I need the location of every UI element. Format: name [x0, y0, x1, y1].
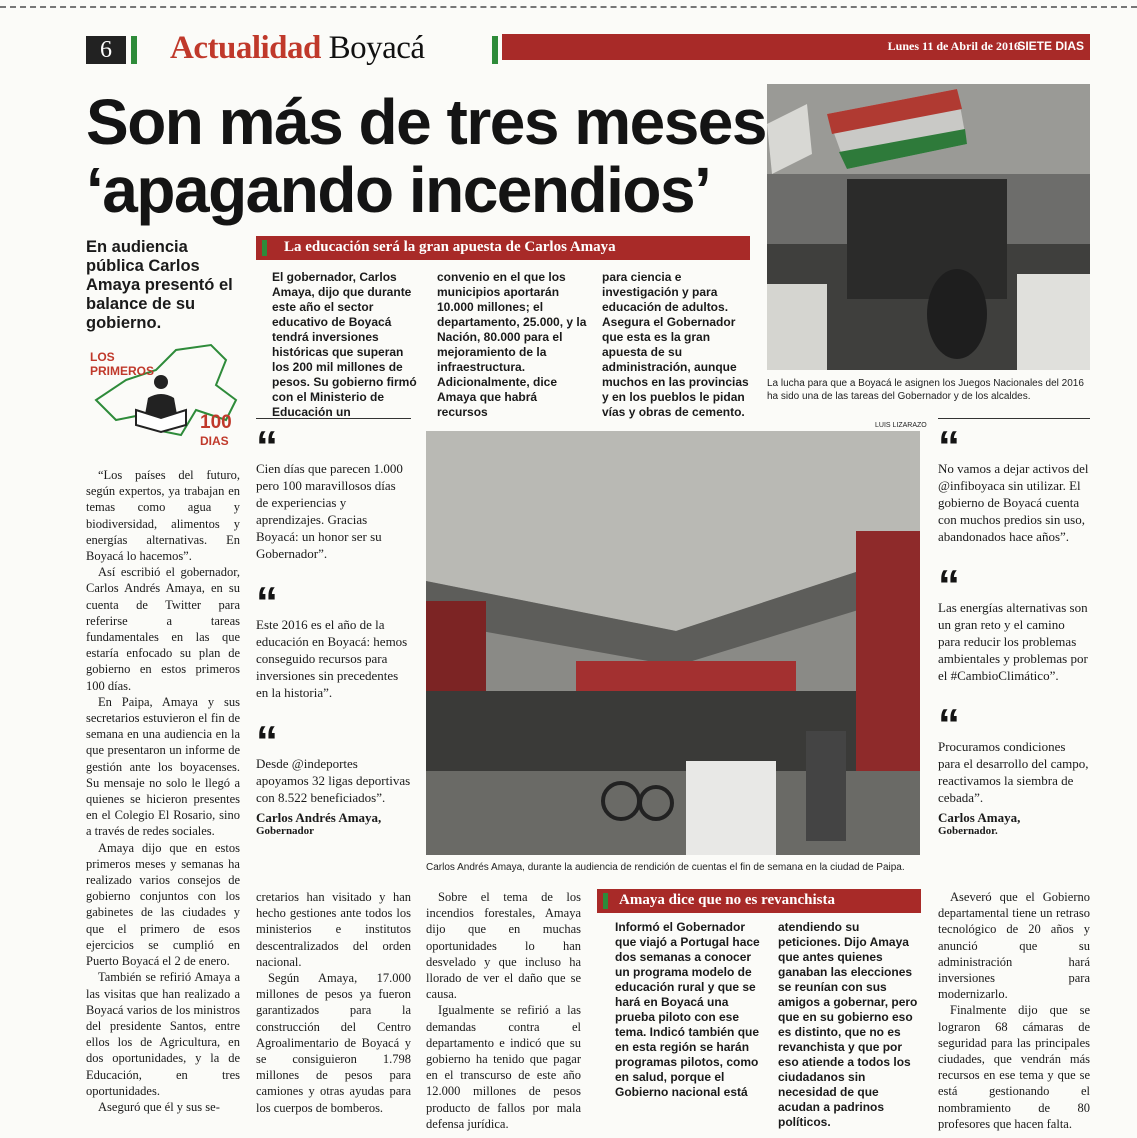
quote-text: Procuramos condiciones para el desarrollo del campo, reactivamos la siembra de cebada”.: [938, 739, 1089, 805]
education-box-title-bar: [256, 236, 750, 260]
paragraph: cretarios han visitado y han hecho gestiones ante todos los ministerios e institutos descentralizados del orden nacional.: [256, 890, 411, 969]
quote-text: Las energías alternativas son un gran reto y el camino para reducir los problemas ambientales y problemas por el #CambioClimático”.: [938, 600, 1088, 683]
publication-brand: SIETE DIAS: [1017, 39, 1084, 53]
quote-author-role: Gobernador: [256, 825, 315, 837]
revanchista-col-1: Informó el Gobernador que viajó a Portugal hace dos semanas a conocer un programa modelo de educación rural y que se hará en Boyacá una prueba piloto con ese tema. Indicó también que en esta región se harán programas pilotos, como en salud, porque el Gobierno nacional está: [615, 920, 760, 1099]
left-quotes: [256, 422, 411, 837]
quote-author: Carlos Amaya,: [938, 810, 1021, 825]
section-region: Boyacá: [328, 30, 425, 66]
issue-date: Lunes 11 de Abril de 2016: [887, 39, 1020, 53]
quote-mark-icon: “: [938, 700, 954, 749]
audience-hall-photo: [426, 431, 920, 855]
header-accent-bar-right: [492, 36, 498, 64]
badge-number: 100: [200, 412, 232, 433]
paragraph: En Paipa, Amaya y sus secretarios estuvieron el fin de semana en una audiencia en la que presentaron un informe de gestión ante los boyacenses. Su mensaje no solo le llegó a quienes se hicieron presentes en el Colegio El Rosario, sino a través de redes sociales.: [86, 694, 240, 839]
paragraph: Amaya dijo que en estos primeros meses y semanas ha realizado varios consejos de gobierno conjuntos con los gabinetes de las ciudades y que el primero de esos ejercicios se cumplió en Puerto Boyacá el 2 de enero.: [86, 840, 240, 969]
badge-unit: DIAS: [200, 434, 229, 448]
revanchista-box-title: Amaya dice que no es revanchista: [619, 892, 835, 908]
lead-summary: En audiencia pública Carlos Amaya presentó el balance de su gobierno.: [86, 238, 233, 332]
paragraph: Aseguró que él y sus se-: [98, 1099, 220, 1114]
section-name: Actualidad: [170, 30, 321, 66]
quote-text: Cien días que parecen 1.000 pero 100 maravillosos días de experiencias y aprendizajes. Gracias Boyacá: un honor ser su Gobernador”.: [256, 461, 403, 561]
quote-author: Carlos Andrés Amaya,: [256, 810, 382, 825]
title-accent: [262, 240, 267, 256]
education-col-2: convenio en el que los municipios aportarán 10.000 millones; el departamento, 25.000, y la Nación, 80.000 para el mejoramiento de la infraestructura. Adicionalmente, dice Amaya que habrá recursos: [437, 270, 587, 419]
body-column-6: [938, 889, 1090, 1132]
header-bar: [502, 34, 1090, 60]
quote-mark-icon: “: [256, 717, 272, 766]
left-quote-rule: [256, 418, 411, 419]
headline: Son más de tres meses ‘apagando incendios’: [86, 86, 766, 226]
photo-audience: [426, 431, 920, 855]
education-col-1: El gobernador, Carlos Amaya, dijo que durante este año el sector educativo de Boyacá tendrá inversiones históricas que superan los 200 mil millones de pesos. Su gobierno firmó con el Ministerio de Educación un: [272, 270, 417, 419]
paragraph: Según Amaya, 17.000 millones de pesos ya fueron garantizados para la construcción del Centro Agroalimentario de Boyacá y se consiguieron 1.798 millones de pesos para camiones y otras ayudas para los cuerpos de bomberos.: [256, 971, 411, 1115]
hundred-days-badge: [86, 340, 246, 455]
photo-credit: LUIS LIZARAZO: [875, 422, 927, 429]
paragraph: Igualmente se refirió a las demandas contra el departamento e indicó que su gobierno ha tenido que pagar en el transcurso de este año 12.000 millones de pesos producto de fallos por mala defensa jurídica.: [426, 1003, 581, 1131]
badge-label: LOS PRIMEROS: [90, 350, 155, 378]
page-top-rule: [0, 6, 1137, 8]
section-title: [170, 30, 425, 67]
paragraph: Aseveró que el Gobierno departamental tiene un retraso tecnológico de 20 años y anunció que su administración hará inversiones para modernizarlo.: [938, 890, 1090, 1002]
photo-governor-event: [767, 84, 1090, 370]
quote-mark-icon: “: [256, 578, 272, 627]
right-quotes: [938, 422, 1090, 837]
header-accent-bar: [131, 36, 137, 64]
right-quote-rule: [938, 418, 1090, 419]
quote-text: Desde @indeportes apoyamos 32 ligas deportivas con 8.522 beneficiados”.: [256, 756, 411, 805]
paragraph: “Los países del futuro, según expertos, ya trabajan en temas como agua y biodiversidad, alimentos y energías alternativas. En Boyacá lo hacemos”.: [86, 468, 240, 564]
quote-text: No vamos a dejar activos del @infiboyaca sin utilizar. El gobierno de Boyacá cuenta con muchos predios sin uso, abandonados hace años”.: [938, 461, 1089, 544]
body-column-3: [426, 889, 581, 1132]
title-accent: [603, 893, 608, 909]
quote-mark-icon: “: [938, 422, 954, 471]
paragraph: Sobre el tema de los incendios forestales, Amaya dijo que en muchas oportunidades lo han desvelado y que incluso ha llorado de ver el daño que se causa.: [426, 890, 581, 1002]
photo-main-caption: Carlos Andrés Amaya, durante la audiencia de rendición de cuentas el fin de semana en la ciudad de Paipa.: [426, 862, 905, 873]
quote-mark-icon: “: [938, 561, 954, 610]
body-column-2: [256, 889, 411, 1116]
photo-top-caption: La lucha para que a Boyacá le asignen los Juegos Nacionales del 2016 ha sido una de las tareas del Gobernador y de los alcaldes.: [767, 378, 1084, 402]
paragraph: Finalmente dijo que se lograron 68 cámaras de seguridad para las principales ciudades, que vendrán más recursos en ese tema y que se está gestionando el nombramiento de 80 profesores que hacen falta.: [938, 1003, 1090, 1131]
education-box-title: La educación será la gran apuesta de Carlos Amaya: [284, 239, 616, 255]
revanchista-col-2: atendiendo su peticiones. Dijo Amaya que antes quienes ganaban las elecciones se reunían con sus amigos a gobernar, pero que en su gobierno eso es distinto, que no es revanchista y que por eso atiende a todos los ciudadanos sin necesidad de que acudan a padrinos políticos.: [778, 920, 918, 1129]
quote-author-role: Gobernador.: [938, 825, 998, 837]
education-col-3: para ciencia e investigación y para educación de adultos. Asegura el Gobernador que esta es la gran apuesta de su administración, aunque muchos en las provincias y en los pueblos le pidan vías y obras de cemento.: [602, 270, 749, 419]
body-column-1: [86, 467, 240, 1115]
paragraph: También se refirió Amaya a las visitas que han realizado a Boyacá varios de los ministros del presidente Santos, entre ellos los de Agricultura, en dos oportunidades, y la de Educación, en tres oportunidades.: [86, 970, 240, 1098]
page-number: 6: [86, 36, 126, 64]
quote-text: Este 2016 es el año de la educación en Boyacá: hemos conseguido recursos para inversiones sin precedentes en la historia”.: [256, 617, 408, 700]
revanchista-box-title-bar: [597, 889, 921, 913]
governor-event-photo: [767, 84, 1090, 370]
quote-mark-icon: “: [256, 422, 272, 471]
paragraph: Así escribió el gobernador, Carlos Andrés Amaya, en su cuenta de Twitter para referirse a tareas fundamentales en las que estaría enfocado su plan de gobierno en estos primeros 100 días.: [86, 565, 240, 693]
